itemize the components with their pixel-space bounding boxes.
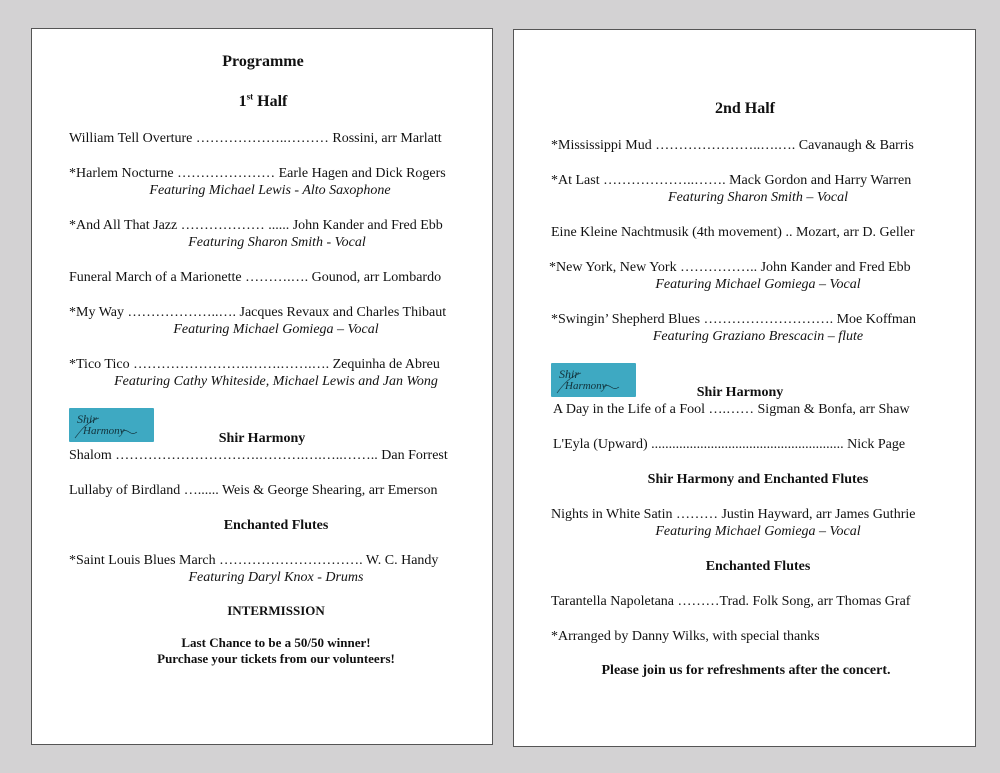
program-item-title-composer: *Tico Tico …………………….…….…….…. Zequinha de Abreu	[69, 357, 440, 372]
raffle-notice-line1: Last Chance to be a 50/50 winner!	[181, 635, 371, 650]
programme-title: Programme	[222, 53, 304, 70]
half-number: 1	[238, 93, 247, 110]
program-item-title-composer: A Day in the Life of a Fool ….…… Sigman & Bonfa, arr Shaw	[553, 402, 910, 417]
half-suffix: st	[246, 91, 254, 102]
featured-performer: Featuring Sharon Smith - Vocal	[188, 235, 366, 250]
featured-performer: Featuring Cathy Whiteside, Michael Lewis and Jan Wong	[114, 374, 438, 389]
program-item-title-composer: *My Way ………………..…. Jacques Revaux and Charles Thibaut	[69, 305, 447, 320]
logo-text-shir: Shir	[77, 412, 98, 426]
program-item-title-composer: *And All That Jazz ……………… ...... John Kander and Fred Ebb	[69, 218, 443, 233]
featured-performer: Featuring Michael Gomiega – Vocal	[655, 277, 861, 292]
logo-text-harmony: Harmony	[565, 380, 607, 392]
program-item-title-composer: Tarantella Napoletana ………Trad. Folk Song, arr Thomas Graf	[551, 594, 911, 609]
featured-performer: Featuring Michael Lewis - Alto Saxophone	[149, 183, 391, 198]
first-half-heading	[239, 92, 288, 112]
half-word: Half	[253, 93, 288, 110]
program-item-title-composer: Lullaby of Birdland …...... Weis & George Shearing, arr Emerson	[69, 483, 438, 498]
featured-performer: Featuring Michael Gomiega – Vocal	[655, 524, 861, 539]
programme-page-second-half	[513, 29, 976, 747]
featured-performer: Featuring Sharon Smith – Vocal	[668, 190, 848, 205]
shir-harmony-logo-icon	[69, 408, 154, 442]
program-item-title-composer: Eine Kleine Nachtmusik (4th movement) .. Mozart, arr D. Geller	[551, 225, 915, 240]
second-half-heading: 2nd Half	[714, 100, 776, 117]
program-item-title-composer: Shalom ………………………….……….….…..…….. Dan Forrest	[69, 448, 448, 463]
program-item-title-composer: *Harlem Nocturne ………………… Earle Hagen and Dick Rogers	[69, 166, 446, 181]
section-heading-shir-harmony: Shir Harmony	[218, 431, 306, 446]
section-heading-shir-harmony: Shir Harmony	[696, 385, 784, 400]
program-item-title-composer: *Swingin’ Shepherd Blues ………………………. Moe Koffman	[551, 312, 917, 327]
featured-performer: Featuring Daryl Knox - Drums	[188, 570, 364, 585]
section-heading-enchanted-flutes: Enchanted Flutes	[223, 518, 329, 533]
program-item-title-composer: William Tell Overture ………………..……… Rossini, arr Marlatt	[69, 131, 442, 146]
program-item-title-composer: *Mississippi Mud …………………..….…. Cavanaugh & Barris	[551, 138, 914, 153]
program-item-title-composer: *Saint Louis Blues March …………………………. W. C. Handy	[69, 553, 439, 568]
logo-text-shir: Shir	[559, 367, 580, 381]
program-item-title-composer: L'Eyla (Upward) ....................................................... Nick Page	[553, 437, 906, 452]
featured-performer: Featuring Michael Gomiega – Vocal	[173, 322, 379, 337]
logo-text-harmony: Harmony	[83, 425, 125, 437]
shir-harmony-logo	[551, 363, 636, 397]
raffle-notice-line2: Purchase your tickets from our volunteers!	[157, 651, 395, 666]
section-heading-enchanted-flutes: Enchanted Flutes	[705, 559, 811, 574]
intermission-label: INTERMISSION	[227, 603, 325, 618]
program-item-title-composer: Nights in White Satin ……… Justin Hayward, arr James Guthrie	[551, 507, 916, 522]
closing-message: Please join us for refreshments after the concert.	[601, 663, 891, 678]
programme-page-first-half	[31, 28, 493, 745]
shir-harmony-logo	[69, 408, 154, 442]
arrangement-credit-note: *Arranged by Danny Wilks, with special thanks	[551, 629, 820, 644]
featured-performer: Featuring Graziano Brescacin – flute	[652, 329, 864, 344]
program-item-title-composer: Funeral March of a Marionette ……….…. Gounod, arr Lombardo	[69, 270, 442, 285]
section-heading-shir-harmony-enchanted-flutes: Shir Harmony and Enchanted Flutes	[647, 472, 869, 487]
program-item-title-composer: *At Last ………………..……. Mack Gordon and Harry Warren	[551, 173, 912, 188]
shir-harmony-logo-icon	[551, 363, 636, 397]
program-item-title-composer: *New York, New York …………….. John Kander and Fred Ebb	[549, 260, 911, 275]
